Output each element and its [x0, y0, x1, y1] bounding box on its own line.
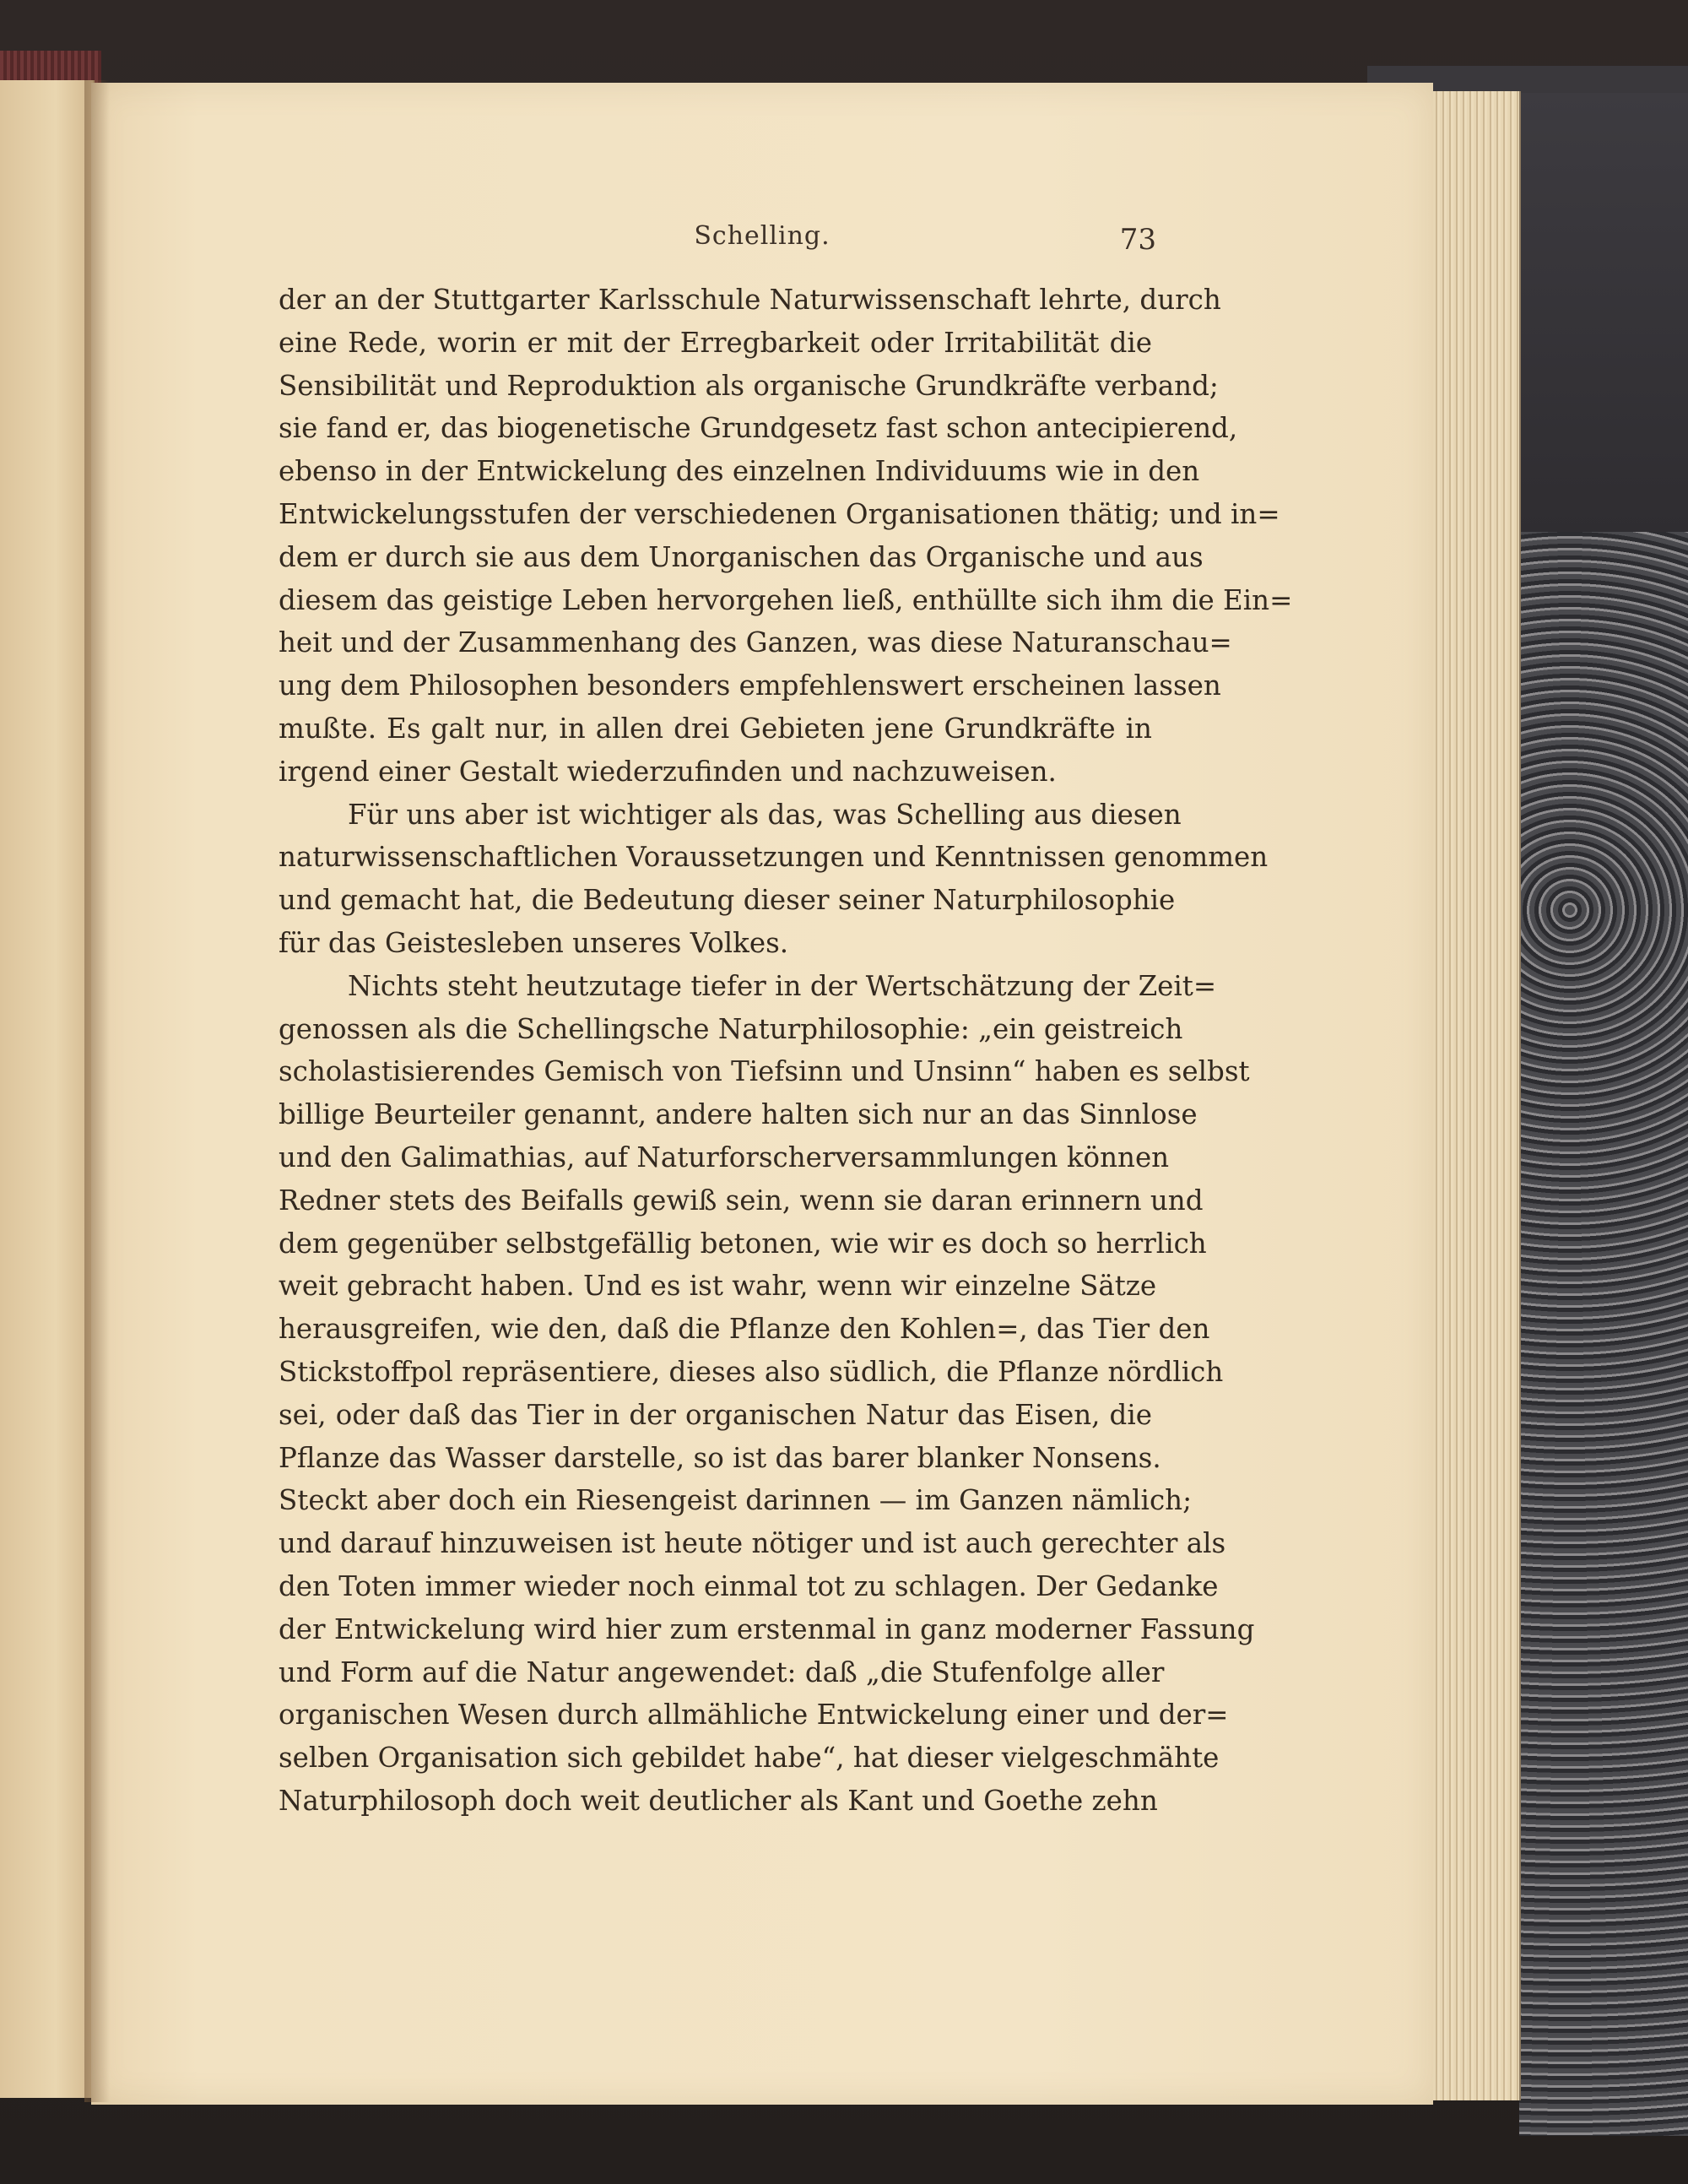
- left-page-edge: [0, 80, 95, 2098]
- text-line: irgend einer Gestalt wiederzufinden und nachzuweisen.: [279, 755, 1057, 788]
- text-line: den Toten immer wieder noch einmal tot zu schlagen. Der Gedanke: [279, 1569, 1219, 1602]
- text-line: der Entwickelung wird hier zum erstenmal in ganz moderner Fassung: [279, 1612, 1255, 1645]
- text-line: Stickstoffpol repräsentiere, dieses also südlich, die Pflanze nördlich: [279, 1355, 1224, 1388]
- paragraph: [279, 794, 1269, 965]
- text-line: Redner stets des Beifalls gewiß sein, wenn sie daran erinnern und: [279, 1184, 1204, 1217]
- text-line: organischen Wesen durch allmähliche Entwickelung einer und der=: [279, 1699, 1229, 1731]
- running-head-title: Schelling.: [694, 221, 830, 251]
- text-line: Sensibilität und Reproduktion als organische Grundkräfte verband;: [279, 369, 1219, 402]
- text-line: scholastisierendes Gemisch von Tiefsinn und Unsinn“ haben es selbst: [279, 1055, 1250, 1088]
- page-stack-edges: [1426, 91, 1521, 2100]
- text-line: Pflanze das Wasser darstelle, so ist das barer blanker Nonsens.: [279, 1441, 1161, 1474]
- text-line: diesem das geistige Leben hervorgehen ließ, enthüllte sich ihm die Ein=: [279, 583, 1293, 616]
- body-text: [279, 279, 1293, 1823]
- paragraph: [279, 279, 1293, 794]
- text-line: Für uns aber ist wichtiger als das, was Schelling aus diesen: [348, 798, 1182, 831]
- text-line: naturwissenschaftlichen Voraussetzungen und Kenntnissen genommen: [279, 841, 1269, 874]
- text-line: ebenso in der Entwickelung des einzelnen Individuums wie in den: [279, 455, 1200, 488]
- text-line: dem er durch sie aus dem Unorganischen das Organische und aus: [279, 540, 1204, 573]
- cover-cloth: [1519, 93, 1688, 532]
- text-line: selben Organisation sich gebildet habe“, hat dieser vielgeschmähte: [279, 1742, 1220, 1775]
- text-line: sie fand er, das biogenetische Grundgesetz fast schon antecipierend,: [279, 412, 1238, 445]
- text-line: der an der Stuttgarter Karlsschule Naturwissenschaft lehrte, durch: [279, 284, 1221, 316]
- text-line: sei, oder daß das Tier in der organischen Natur das Eisen, die: [279, 1398, 1152, 1431]
- text-line: und gemacht hat, die Bedeutung dieser seiner Naturphilosophie: [279, 884, 1176, 917]
- text-line: und darauf hinzuweisen ist heute nötiger und ist auch gerechter als: [279, 1527, 1226, 1560]
- text-line: mußte. Es galt nur, in allen drei Gebieten jene Grundkräfte in: [279, 712, 1152, 745]
- text-line: Naturphilosoph doch weit deutlicher als Kant und Goethe zehn: [279, 1784, 1158, 1817]
- page-gutter-shadow: [84, 80, 110, 2102]
- text-line: und Form auf die Natur angewendet: daß „die Stufenfolge aller: [279, 1656, 1165, 1688]
- text-line: heit und der Zusammenhang des Ganzen, was diese Naturanschau=: [279, 626, 1232, 659]
- text-line: herausgreifen, wie den, daß die Pflanze den Kohlen=, das Tier den: [279, 1313, 1210, 1346]
- marbled-book-cover: [1519, 93, 1688, 2136]
- text-line: Entwickelungsstufen der verschiedenen Organisationen thätig; und in=: [279, 497, 1280, 530]
- running-head: [91, 221, 1433, 255]
- text-line: eine Rede, worin er mit der Erregbarkeit oder Irritabilität die: [279, 326, 1152, 359]
- text-line: ung dem Philosophen besonders empfehlenswert erscheinen lassen: [279, 669, 1221, 702]
- page-number: 73: [1119, 223, 1156, 257]
- text-line: genossen als die Schellingsche Naturphilosophie: „ein geistreich: [279, 1012, 1183, 1045]
- text-line: für das Geistesleben unseres Volkes.: [279, 926, 789, 959]
- text-line: Steckt aber doch ein Riesengeist darinnen — im Ganzen nämlich;: [279, 1484, 1193, 1517]
- text-line: billige Beurteiler genannt, andere halten sich nur an das Sinnlose: [279, 1098, 1198, 1131]
- text-line: dem gegenüber selbstgefällig betonen, wie wir es doch so herrlich: [279, 1227, 1207, 1260]
- paragraph: [279, 965, 1255, 1823]
- text-line: und den Galimathias, auf Naturforscherversammlungen können: [279, 1141, 1170, 1173]
- text-line: weit gebracht haben. Und es ist wahr, wenn wir einzelne Sätze: [279, 1270, 1157, 1303]
- text-line: Nichts steht heutzutage tiefer in der Wertschätzung der Zeit=: [348, 969, 1217, 1002]
